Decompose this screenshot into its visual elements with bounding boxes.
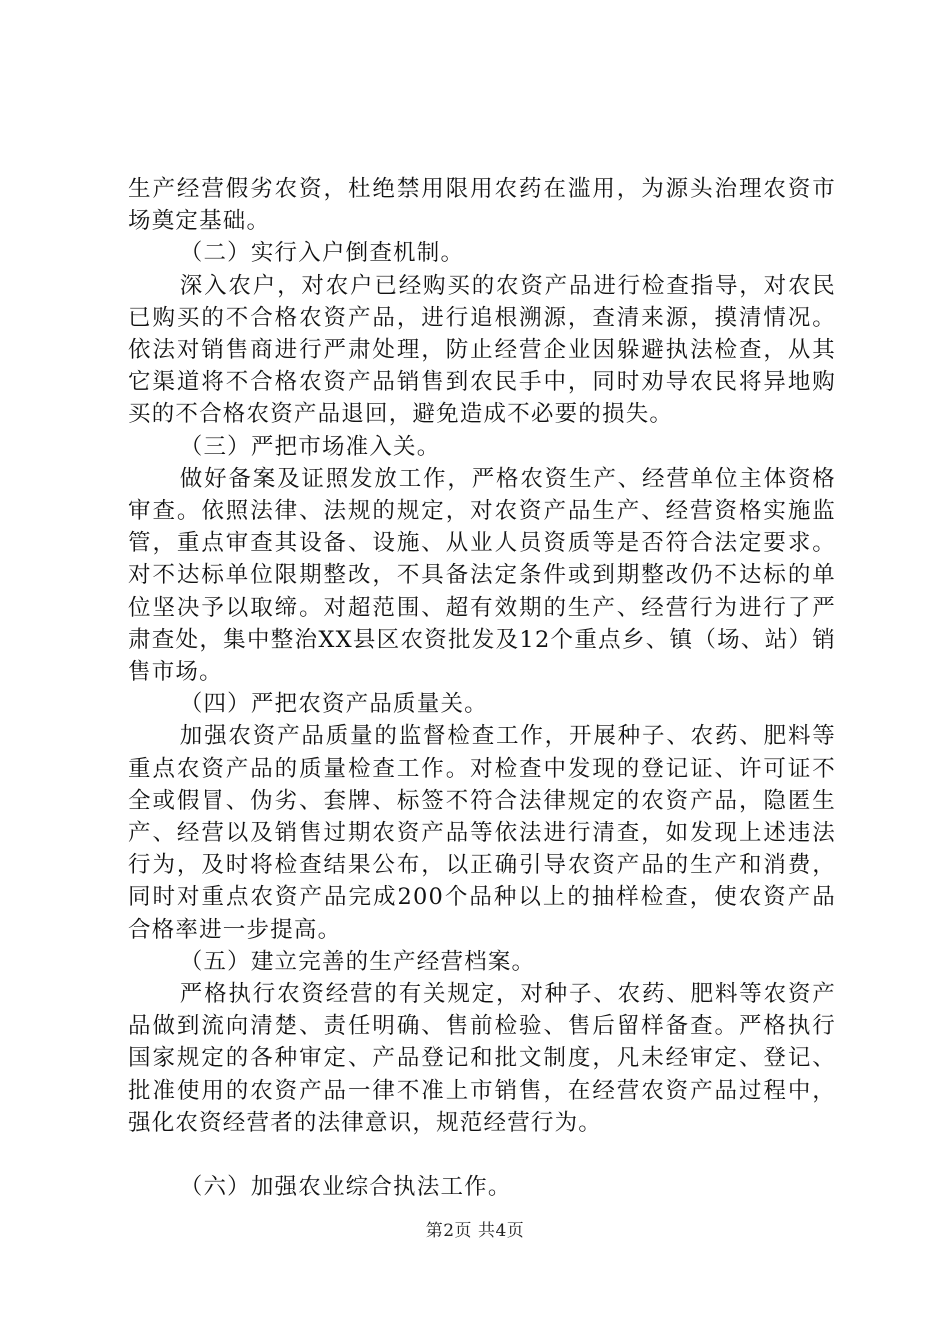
paragraph: 加强农资产品质量的监督检查工作，开展种子、农药、肥料等重点农资产品的质量检查工作。对检查中发现的登记证、许可证不全或假冒、伪劣、套牌、标签不符合法律规定的农资产品，隐匿生产、经营以及销售过期农资产品等依法进行清查，如发现上述违法行为，及时将检查结果公布，以正确引导农资产品的生产和消费，同时对重点农资产品完成200个品种以上的抽样检查，使农资产品合格率进一步提高。 [128, 723, 836, 943]
paragraph-continued: 生产经营假劣农资，杜绝禁用限用农药在滥用，为源头治理农资市场奠定基础。 [128, 176, 836, 235]
page-footer: 第2页 共4页 [425, 1221, 525, 1241]
section-heading-6: （六）加强农业综合执法工作。 [179, 1174, 512, 1201]
paragraph: 严格执行农资经营的有关规定，对种子、农药、肥料等农资产品做到流向清楚、责任明确、售前检验、售后留样备查。严格执行国家规定的各种审定、产品登记和批文制度，凡未经审定、登记、批准使用的农资产品一律不准上市销售，在经营农资产品过程中，强化农资经营者的法律意识，规范经营行为。 [128, 981, 836, 1136]
section-heading-4: （四）严把农资产品质量关。 [179, 691, 488, 718]
document-body [128, 173, 836, 1203]
paragraph: 做好备案及证照发放工作，严格农资生产、经营单位主体资格审查。依照法律、法规的规定，对农资产品生产、经营资格实施监管，重点审查其设备、设施、从业人员资质等是否符合法定要求。对不达标单位限期整改，不具备法定条件或到期整改仍不达标的单位坚决予以取缔。对超范围、超有效期的生产、经营行为进行了严肃查处，集中整治XX县区农资批发及12个重点乡、镇（场、站）销售市场。 [128, 465, 836, 686]
paragraph: 深入农户，对农户已经购买的农资产品进行检查指导，对农民已购买的不合格农资产品，进行追根溯源，查清来源，摸清情况。依法对销售商进行严肃处理，防止经营企业因躲避执法检查，从其它渠道将不合格农资产品销售到农民手中，同时劝导农民将异地购买的不合格农资产品退回，避免造成不必要的损失。 [128, 272, 836, 428]
section-heading-5: （五）建立完善的生产经营档案。 [179, 948, 536, 975]
section-heading-3: （三）严把市场准入关。 [179, 433, 441, 460]
section-heading-2: （二）实行入户倒查机制。 [179, 240, 465, 267]
